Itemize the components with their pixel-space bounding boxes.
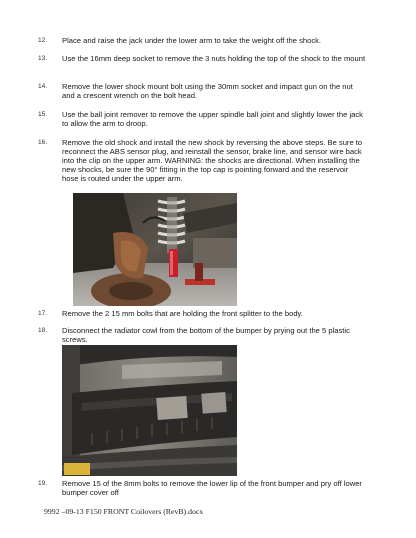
step-number: 13. xyxy=(38,55,48,62)
step-17 xyxy=(36,309,366,318)
bumper-underside-photo xyxy=(62,345,237,476)
step-text: Use the ball joint remover to remove the upper spindle ball joint and slightly lower the jack to allow the arm to droop. xyxy=(62,110,363,129)
step-text: Remove the old shock and install the new shock by reversing the above steps. Be sure to reconnect the ABS sensor plug, and reinstall the sensor, brake line, and sensor wire back into the clip on the upper arm. WARNING: the shocks are directional. When installing the new shocks, be sure the 90° fitting in the top cap is pointing forward and the reservoir hose is routed under the upper arm. xyxy=(62,138,363,184)
step-13 xyxy=(36,54,366,63)
step-text: Remove the lower shock mount bolt using the 30mm socket and impact gun on the nut and a crescent wrench on the bolt head. xyxy=(62,82,353,101)
shock-installation-photo xyxy=(73,193,237,306)
step-number: 12. xyxy=(38,37,48,44)
step-12 xyxy=(36,36,366,45)
step-15 xyxy=(36,110,366,128)
step-number: 18. xyxy=(38,327,48,334)
step-18 xyxy=(36,326,366,344)
step-number: 15. xyxy=(38,111,48,118)
step-16 xyxy=(36,138,366,183)
step-text: Use the 16mm deep socket to remove the 3 nuts holding the top of the shock to the mount xyxy=(62,54,366,63)
document-footer: 9992 –09-13 F150 FRONT Coilovers (RevB).docx xyxy=(44,507,204,516)
step-text: Place and raise the jack under the lower arm to take the weight off the shock. xyxy=(62,36,322,45)
step-number: 16. xyxy=(38,139,48,146)
step-text: Disconnect the radiator cowl from the bottom of the bumper by prying out the 5 plastic screws. xyxy=(62,326,350,345)
step-number: 19. xyxy=(38,480,48,487)
step-number: 14. xyxy=(38,83,48,90)
step-14 xyxy=(36,82,366,100)
step-text: Remove the 2 15 mm bolts that are holding the front splitter to the body. xyxy=(62,309,303,318)
step-number: 17. xyxy=(38,310,48,317)
step-text: Remove 15 of the 8mm bolts to remove the lower lip of the front bumper and pry off lower bumper cover off xyxy=(62,479,362,498)
step-19 xyxy=(36,479,366,497)
